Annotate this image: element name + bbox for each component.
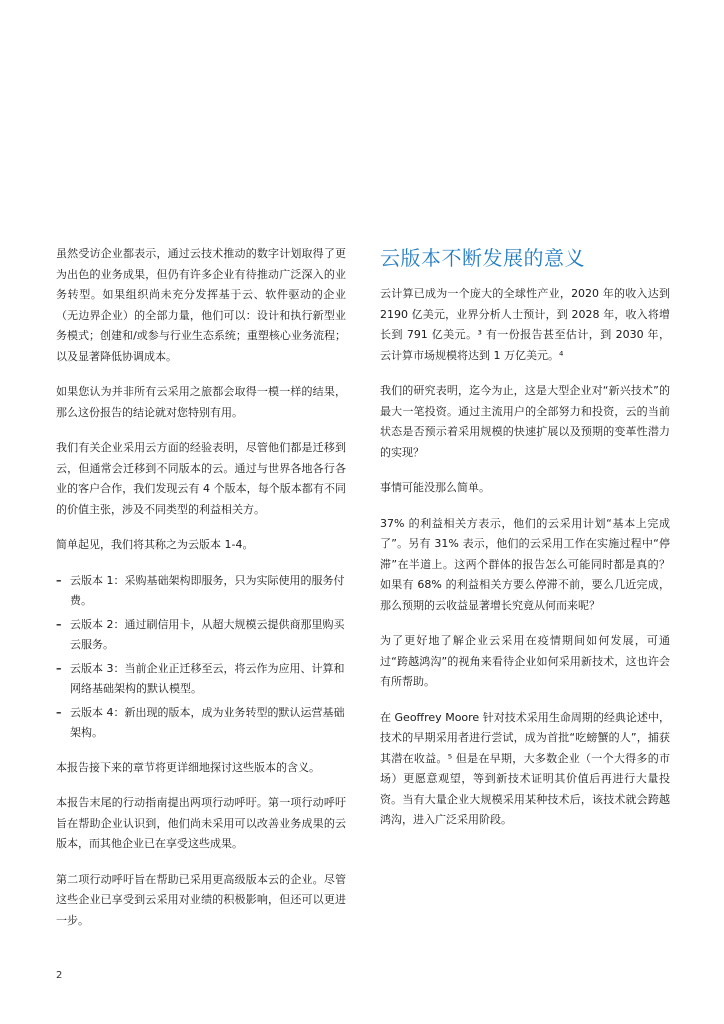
right-paragraph-1: 云计算已成为一个庞大的全球性产业，2020 年的收入达到2190 亿美元，业界分析人士预计，到 2028 年，收入将增长到 791 亿美元。³ 有一份报告甚至估计，到 2030 年，云计算市场规模将达到 1 万亿美元。⁴ bbox=[380, 287, 670, 362]
right-paragraph-3: 事情可能没那么简单。 bbox=[380, 481, 490, 494]
list-item: – 云版本 4：新出现的版本，成为业务转型的默认运营基础架构。 bbox=[56, 703, 346, 744]
cloud-version-list bbox=[56, 571, 346, 744]
left-column bbox=[56, 244, 346, 946]
list-item: – 云版本 2：通过刷信用卡，从超大规模云提供商那里购买云服务。 bbox=[56, 615, 346, 656]
left-paragraph-7: 第二项行动呼吁旨在帮助已采用更高级版本云的企业。尽管这些企业已享受到云采用对业绩的积极影响，但还可以更进一步。 bbox=[56, 872, 346, 927]
left-paragraph-6: 本报告末尾的行动指南提出两项行动呼吁。第一项行动呼吁旨在帮助企业认识到，他们尚未采用可以改善业务成果的云版本，而其他企业已在享受这些成果。 bbox=[56, 796, 346, 850]
list-item: – 云版本 1：采购基础架构即服务，只为实际使用的服务付费。 bbox=[56, 571, 346, 612]
right-paragraph-5: 为了更好地了解企业云采用在疫情期间如何发展，可通过“跨越鸿沟”的视角来看待企业如何采用新技术，这也许会有所帮助。 bbox=[380, 634, 670, 688]
list-item: – 云版本 3：当前企业正迁移至云，将云作为应用、计算和网络基础架构的默认模型。 bbox=[56, 659, 346, 700]
right-paragraph-2: 我们的研究表明，迄今为止，这是大型企业对“新兴技术”的最大一笔投资。通过主流用户的全部努力和投资，云的当前状态是否预示着采用规模的快速扩展以及预期的变革性潜力的实现？ bbox=[380, 384, 670, 459]
right-paragraph-4: 37% 的利益相关方表示，他们的云采用计划“基本上完成了”。另有 31% 表示，他们的云采用工作在实施过程中“停滞”在半道上。这两个群体的报告怎么可能同时都是真的？如果有 68% 的利益相关方要么停滞不前，要么几近完成，那么预期的云收益显著增长究竟从何而来呢？ bbox=[380, 516, 670, 612]
right-paragraph-6: 在 Geoffrey Moore 针对技术采用生命周期的经典论述中，技术的早期采用者进行尝试，成为首批“吃螃蟹的人”，捕获其潜在收益。⁵ 但是在早期，大多数企业（一个大得多的市场）更愿意观望，等到新技术证明其价值后再进行大量投资。当有大量企业大规模采用某种技术后，该技术就会跨越鸿沟，进入广泛采用阶段。 bbox=[380, 710, 670, 826]
section-heading: 云版本不断发展的意义 bbox=[380, 246, 585, 270]
left-paragraph-4: 简单起见，我们将其称之为云版本 1-4。 bbox=[56, 538, 254, 551]
right-column bbox=[380, 244, 670, 846]
left-paragraph-5: 本报告接下来的章节将更详细地探讨这些版本的含义。 bbox=[56, 760, 320, 774]
left-paragraph-3: 我们有关企业采用云方面的经验表明，尽管他们都是迁移到云，但通常会迁移到不同版本的云。通过与世界各地各行各业的客户合作，我们发现云有 4 个版本，每个版本都有不同的价值主张，涉及不同类型的利益相关方。 bbox=[56, 441, 346, 516]
left-paragraph-2: 如果您认为并非所有云采用之旅都会取得一模一样的结果，那么这份报告的结论就对您特别有用。 bbox=[56, 385, 346, 419]
page-number: 2 bbox=[56, 970, 63, 981]
left-paragraph-1: 虽然受访企业都表示，通过云技术推动的数字计划取得了更为出色的业务成果，但仍有许多企业有待推动广泛深入的业务转型。如果组织尚未充分发挥基于云、软件驱动的企业（无边界企业）的全部力量，他们可以：设计和执行新型业务模式；创建和/或参与行业生态系统；重塑核心业务流程；以及显著降低协调成本。 bbox=[56, 247, 346, 363]
